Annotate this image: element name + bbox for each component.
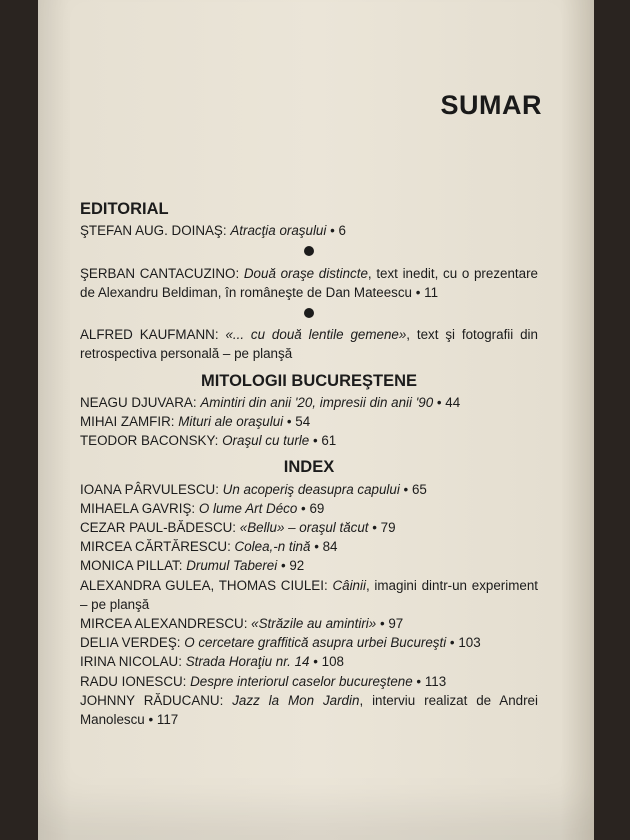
entry-work: «Bellu» – oraşul tăcut xyxy=(239,520,369,536)
entry-work: Câinii xyxy=(332,577,366,593)
entry-page: • 44 xyxy=(433,394,461,410)
entry-author: NEAGU DJUVARA: xyxy=(80,394,197,410)
entry-author: ŞTEFAN AUG. DOINAŞ: xyxy=(80,223,227,239)
entry-work: Amintiri din anii '20, impresii din anii '90 xyxy=(200,394,434,410)
entry-page: • 65 xyxy=(399,481,427,497)
entry-page: , interviu realizat de Andrei Manolescu • 117 xyxy=(80,692,538,728)
entry-work: O lume Art Déco xyxy=(198,500,298,516)
toc-entry xyxy=(80,480,538,499)
toc-entry xyxy=(80,614,538,633)
entry-author: CEZAR PAUL-BĂDESCU: xyxy=(80,520,237,536)
entry-page: • 92 xyxy=(277,558,305,574)
entry-author: ALFRED KAUFMANN: xyxy=(80,327,219,343)
entry-author: JOHNNY RĂDUCANU: xyxy=(80,692,224,708)
entry-work: Strada Horaţiu nr. 14 xyxy=(185,654,310,670)
toc-entry xyxy=(80,672,538,691)
toc-entry xyxy=(80,537,538,556)
entry-page: • 108 xyxy=(309,654,344,670)
entry-author: RADU IONESCU: xyxy=(80,673,187,689)
book-page xyxy=(38,0,594,840)
entry-work: Colea,-n tină xyxy=(234,539,311,555)
toc-entry xyxy=(80,412,538,431)
toc-entry xyxy=(80,221,538,240)
entry-page: • 6 xyxy=(326,223,346,239)
bullet-separator xyxy=(80,242,538,261)
entry-work: Atracţia oraşului xyxy=(230,223,327,239)
entry-work: Despre interiorul caselor bucureştene xyxy=(190,673,413,689)
entry-work: O cercetare graffitică asupra urbei Bucureşti xyxy=(184,635,447,651)
entry-author: MIHAELA GAVRIŞ: xyxy=(80,500,196,516)
bullet-separator xyxy=(80,304,538,323)
entry-work: «... cu două lentile gemene» xyxy=(225,327,407,343)
entry-page: • 113 xyxy=(412,673,447,689)
toc-entry xyxy=(80,499,538,518)
entry-work: «Străzile au amintiri» xyxy=(251,616,377,632)
entry-work: Un acoperiş deasupra capului xyxy=(222,481,400,497)
toc-entry xyxy=(80,576,538,614)
toc-entry xyxy=(80,325,538,363)
entry-page: , imagini dintr-un experiment – pe planşă xyxy=(80,577,538,612)
entry-page: • 61 xyxy=(309,433,337,449)
entry-page: • 84 xyxy=(310,539,338,555)
entry-page: , text inedit, cu o prezentare de Alexandru Beldiman, în româneşte de Dan Mateescu • 11 xyxy=(80,265,538,300)
entry-work: Oraşul cu turle xyxy=(222,433,310,449)
entry-author: MIHAI ZAMFIR: xyxy=(80,414,175,430)
toc-entry xyxy=(80,556,538,575)
entry-author: DELIA VERDEŞ: xyxy=(80,635,181,651)
entry-page: • 79 xyxy=(368,520,396,536)
section-title-index: INDEX xyxy=(283,458,335,477)
entry-work: Jazz la Mon Jardin xyxy=(232,692,360,708)
entry-page: • 54 xyxy=(283,414,311,430)
entry-work: Mituri ale oraşului xyxy=(178,414,284,430)
page-title: SUMAR xyxy=(440,90,542,120)
toc-entry xyxy=(80,518,538,537)
entry-work: Două oraşe distincte xyxy=(243,265,368,281)
entry-author: MONICA PILLAT: xyxy=(80,558,183,574)
toc-entry xyxy=(80,633,538,652)
entry-page: • 97 xyxy=(376,616,404,632)
entry-author: MIRCEA CĂRTĂRESCU: xyxy=(80,539,231,555)
entry-author: TEODOR BACONSKY: xyxy=(80,433,219,449)
toc-entry xyxy=(80,393,538,412)
section-title-editorial: EDITORIAL xyxy=(80,200,169,218)
entry-page: • 69 xyxy=(297,500,325,516)
entry-author: IRINA NICOLAU: xyxy=(80,654,182,670)
entry-author: MIRCEA ALEXANDRESCU: xyxy=(80,616,248,632)
table-of-contents xyxy=(80,200,538,729)
entry-page: , text şi fotografii din retrospectiva personală – pe planşă xyxy=(80,327,538,362)
toc-entry xyxy=(80,652,538,671)
toc-entry xyxy=(80,431,538,450)
entry-author: ŞERBAN CANTACUZINO: xyxy=(80,265,240,281)
entry-page: • 103 xyxy=(446,635,481,651)
section-title-mitologii: MITOLOGII BUCUREŞTENE xyxy=(200,371,418,390)
entry-author: IOANA PÂRVULESCU: xyxy=(80,481,219,497)
toc-entry xyxy=(80,264,538,302)
entry-author: ALEXANDRA GULEA, THOMAS CIULEI: xyxy=(80,577,328,593)
entry-work: Drumul Taberei xyxy=(186,558,278,574)
toc-entry xyxy=(80,691,538,729)
